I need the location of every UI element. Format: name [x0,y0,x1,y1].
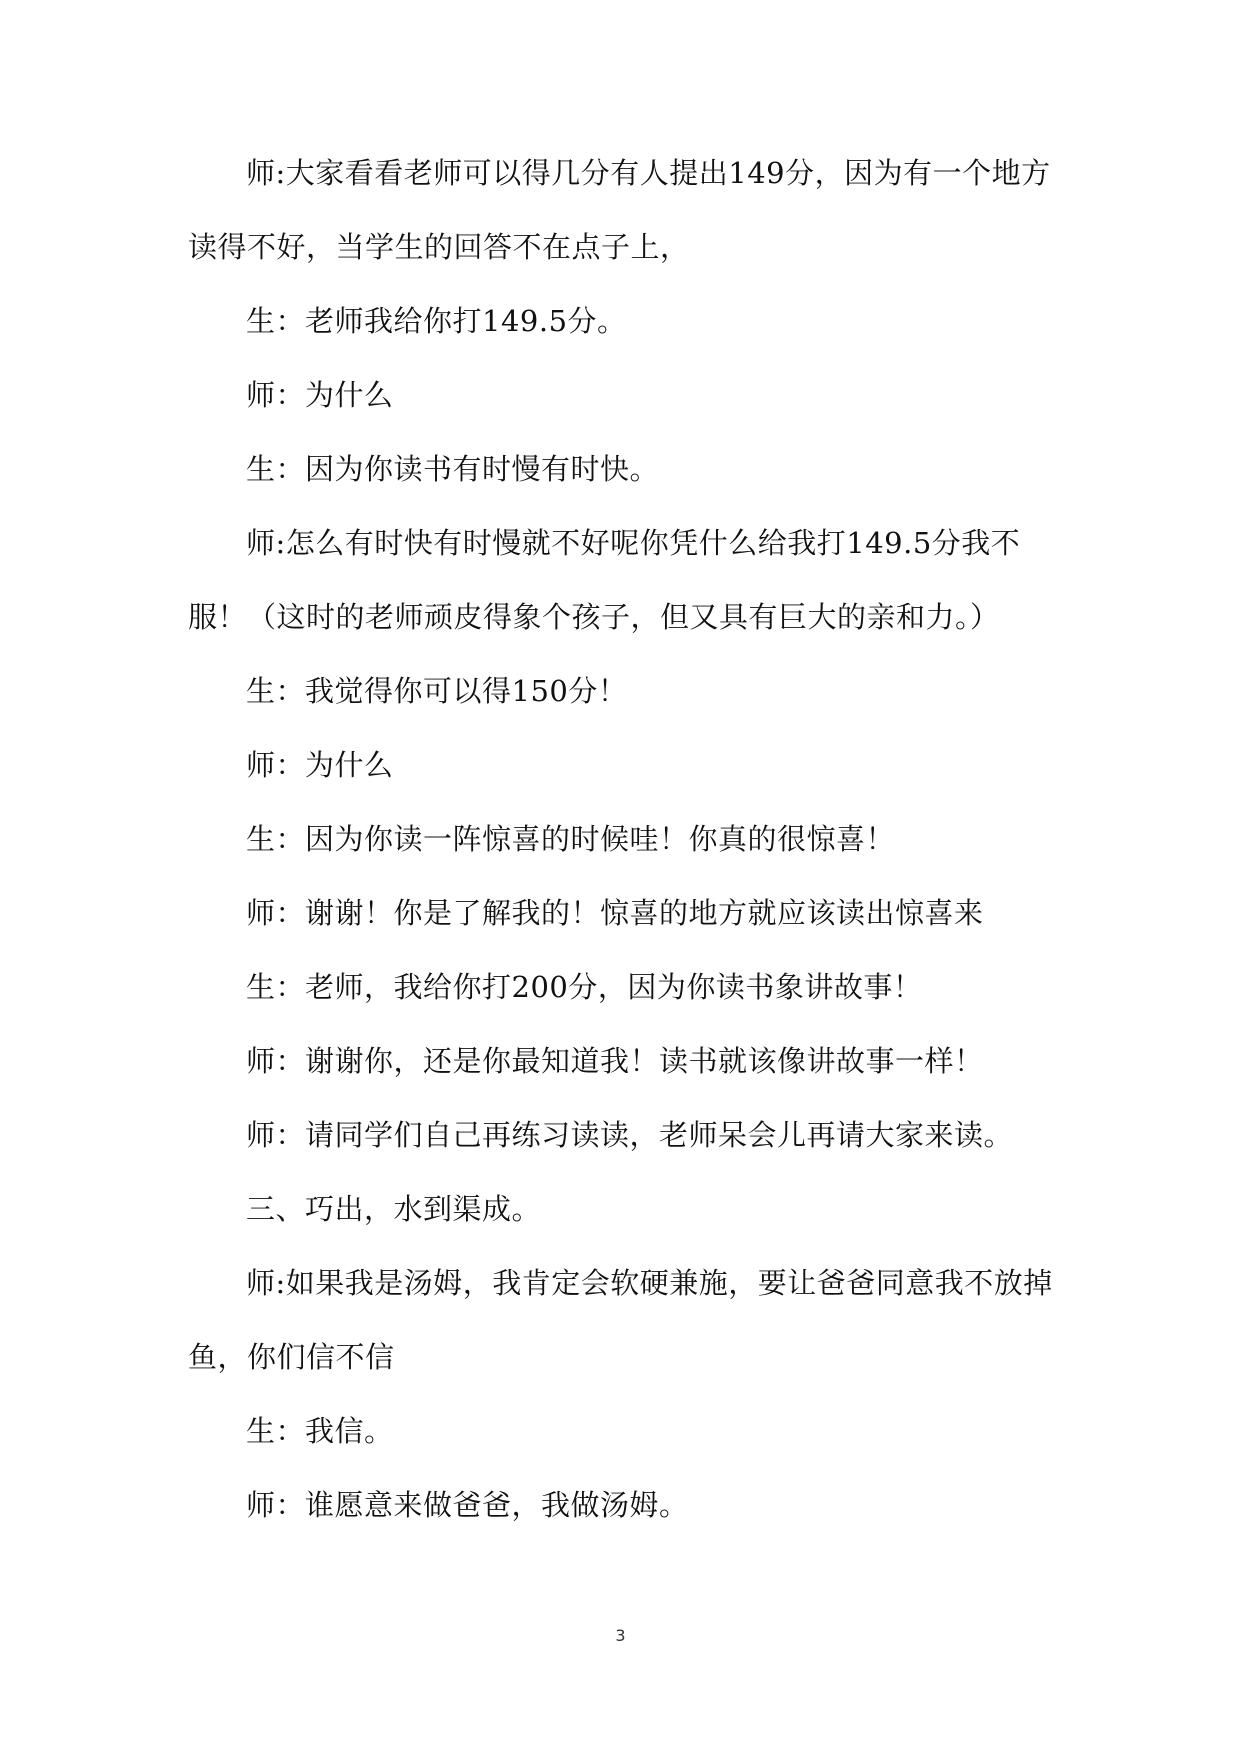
paragraph-1: 师:大家看看老师可以得几分有人提出149分，因为有一个地方读得不好，当学生的回答不在点子上， [188,156,1051,264]
paragraph-11: 师：谢谢你，还是你最知道我！读书就该像讲故事一样！ [246,1044,984,1078]
paragraph-10: 生：老师，我给你打200分，因为你读书象讲故事！ [246,970,923,1004]
paragraph-6: 生：我觉得你可以得150分！ [246,674,628,708]
paragraph-4: 生：因为你读书有时慢有时快。 [246,452,660,486]
paragraph-7: 师：为什么 [246,748,394,782]
page-number: 3 [615,1626,626,1645]
paragraph-5: 师:怎么有时快有时慢就不好呢你凭什么给我打149.5分我不服！（这时的老师顽皮得象个孩子，但又具有巨大的亲和力。） [188,526,1021,634]
paragraph-14: 师:如果我是汤姆，我肯定会软硬兼施，要让爸爸同意我不放掉鱼，你们信不信 [188,1266,1053,1374]
paragraph-9: 师：谢谢！你是了解我的！惊喜的地方就应该读出惊喜来 [246,896,984,930]
section-heading: 三、巧出，水到渠成。 [246,1192,542,1226]
paragraph-12: 师：请同学们自己再练习读读，老师呆会儿再请大家来读。 [246,1118,1014,1152]
paragraph-3: 师：为什么 [246,378,394,412]
paragraph-8: 生：因为你读一阵惊喜的时候哇！你真的很惊喜！ [246,822,896,856]
paragraph-2: 生：老师我给你打149.5分。 [246,304,627,338]
paragraph-16: 师：谁愿意来做爸爸，我做汤姆。 [246,1488,689,1522]
paragraph-15: 生：我信。 [246,1414,394,1448]
